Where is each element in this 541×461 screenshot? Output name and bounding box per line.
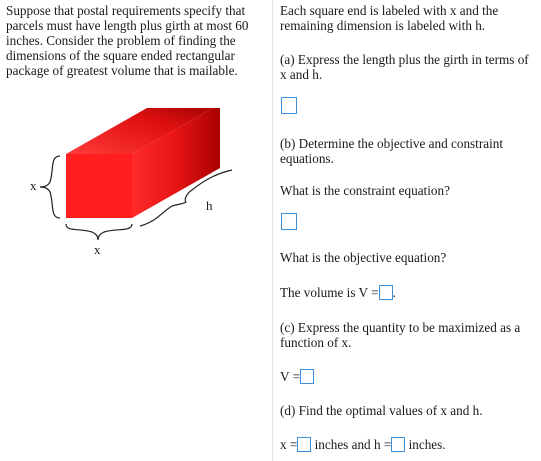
answer-box-h[interactable] [391, 437, 405, 452]
volume-suffix: . [392, 285, 396, 300]
problem-statement: Suppose that postal requirements specify that parcels must have length plus girth at most 60 inches. Consider the problem of finding the dimensions of the square ended rectangular package of greatest volume that is mailable. [6, 3, 249, 78]
inches-and-h: inches and h = [314, 437, 392, 452]
label-x-bottom: x [94, 242, 101, 257]
volume-line [280, 285, 535, 300]
answer-box-constraint[interactable] [281, 213, 297, 230]
v-line [280, 369, 535, 384]
objective-question: What is the objective equation? [280, 250, 447, 265]
label-x-left: x [30, 178, 37, 193]
optimal-values-line [280, 437, 535, 452]
part-c-text: (c) Express the quantity to be maximized as a function of x. [280, 320, 521, 350]
constraint-question: What is the constraint equation? [280, 183, 450, 198]
label-h: h [206, 198, 213, 213]
answer-box-v-function[interactable] [300, 369, 314, 384]
bottom-brace [66, 224, 132, 240]
part-b-text: (b) Determine the objective and constraint equations. [280, 136, 504, 166]
intro-text: Each square end is labeled with x and the remaining dimension is labeled with h. [280, 3, 499, 33]
package-illustration [0, 108, 272, 268]
volume-prefix: The volume is V = [280, 285, 379, 300]
left-brace [40, 156, 60, 218]
answer-box-a[interactable] [281, 97, 297, 114]
x-prefix: x = [280, 437, 298, 452]
answer-box-x[interactable] [297, 437, 311, 452]
part-d-text: (d) Find the optimal values of x and h. [280, 403, 483, 418]
package-figure [0, 108, 272, 268]
part-a-text: (a) Express the length plus the girth in terms of x and h. [280, 52, 529, 82]
inches-end: inches. [408, 437, 446, 452]
box-front-face [66, 154, 132, 218]
right-column [273, 0, 541, 461]
answer-box-volume[interactable] [379, 285, 393, 300]
v-prefix: V = [280, 369, 301, 384]
